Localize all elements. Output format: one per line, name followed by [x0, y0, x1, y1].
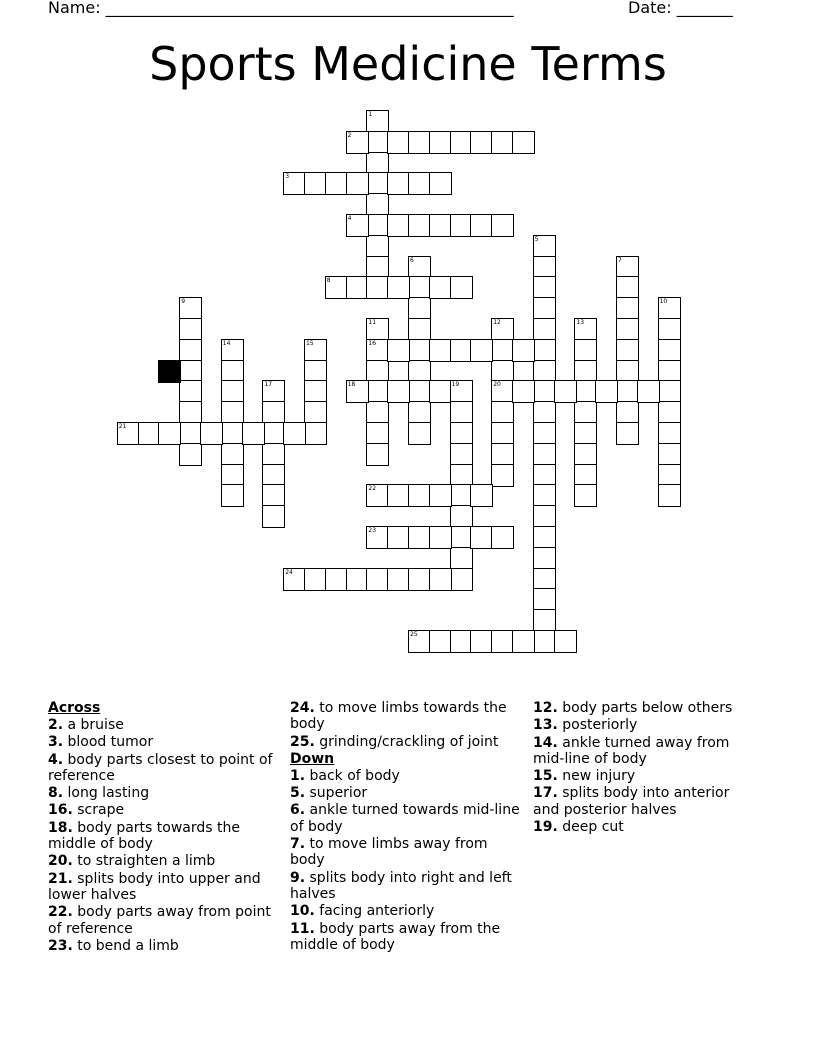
- clue-text: new injury: [557, 768, 636, 785]
- grid-cell[interactable]: [533, 256, 556, 279]
- grid-cell[interactable]: [658, 360, 681, 383]
- clue-number: 8.: [48, 785, 64, 802]
- grid-cell[interactable]: [533, 339, 556, 362]
- grid-cell[interactable]: [574, 422, 597, 445]
- grid-cell[interactable]: [262, 443, 285, 466]
- down-heading: Down: [290, 750, 335, 767]
- grid-cell[interactable]: [179, 297, 202, 320]
- grid-cell[interactable]: [450, 276, 473, 299]
- grid-cell[interactable]: [429, 276, 452, 299]
- clue-text: body parts below others: [557, 700, 733, 716]
- grid-cell[interactable]: [574, 443, 597, 466]
- grid-cell[interactable]: [387, 380, 410, 403]
- clue-item: [48, 820, 283, 853]
- grid-cell[interactable]: [346, 131, 369, 154]
- cell-number: 20: [493, 381, 501, 389]
- cell-number: 13: [576, 319, 585, 326]
- grid-cell[interactable]: [658, 401, 681, 424]
- grid-cell[interactable]: [304, 380, 327, 403]
- grid-cell[interactable]: [262, 464, 285, 487]
- clue-text: posteriorly: [557, 717, 638, 734]
- clue-item: [533, 785, 753, 818]
- clue-number: 12.: [533, 700, 558, 716]
- clue-item: [290, 785, 522, 801]
- black-square: [158, 360, 181, 383]
- grid-cell[interactable]: [512, 339, 535, 362]
- clue-number: 24.: [290, 700, 315, 716]
- grid-cell[interactable]: [408, 131, 431, 154]
- grid-cell[interactable]: [616, 276, 639, 299]
- grid-cell[interactable]: [283, 172, 306, 195]
- grid-cell[interactable]: [408, 297, 431, 320]
- grid-cell[interactable]: [470, 131, 493, 154]
- grid-cell[interactable]: [262, 484, 285, 507]
- clue-item: [48, 717, 283, 733]
- across-heading: Across: [48, 700, 101, 716]
- grid-cell[interactable]: [658, 484, 681, 507]
- grid-cell[interactable]: [429, 568, 452, 591]
- grid-cell[interactable]: [200, 422, 223, 445]
- grid-cell[interactable]: [387, 484, 410, 507]
- grid-cell[interactable]: [366, 318, 389, 341]
- grid-cell[interactable]: [533, 422, 556, 445]
- cell-number: 25: [410, 631, 418, 638]
- clue-text: ankle turned away from mid-line of body: [533, 734, 730, 767]
- grid-cell[interactable]: [366, 484, 389, 507]
- cell-number: 23: [368, 527, 377, 534]
- grid-cell[interactable]: [387, 214, 410, 237]
- grid-cell[interactable]: [616, 256, 639, 279]
- clue-text: splits body into upper and lower halves: [48, 870, 261, 903]
- clue-text: long lasting: [63, 785, 150, 802]
- grid-cell[interactable]: [346, 172, 369, 195]
- grid-cell[interactable]: [408, 630, 431, 653]
- clue-number: 22.: [48, 904, 73, 921]
- clue-number: 17.: [533, 785, 558, 802]
- clue-text: deep cut: [557, 819, 624, 836]
- grid-cell[interactable]: [616, 422, 639, 445]
- grid-cell[interactable]: [304, 422, 327, 445]
- grid-cell[interactable]: [366, 172, 389, 195]
- grid-cell[interactable]: [138, 422, 161, 445]
- grid-cell[interactable]: [179, 422, 202, 445]
- clue-item: [48, 752, 283, 785]
- grid-cell[interactable]: [595, 380, 618, 403]
- clue-number: 1.: [290, 767, 306, 784]
- clue-text: blood tumor: [63, 734, 154, 751]
- grid-cell[interactable]: [366, 380, 389, 403]
- grid-cell[interactable]: [304, 568, 327, 591]
- grid-cell[interactable]: [658, 297, 681, 320]
- grid-cell[interactable]: [658, 318, 681, 341]
- grid-cell[interactable]: [429, 214, 452, 237]
- clue-item: [290, 768, 522, 784]
- clues-column-2: [290, 700, 522, 954]
- grid-cell[interactable]: [491, 339, 514, 362]
- grid-cell[interactable]: [658, 380, 681, 403]
- grid-cell[interactable]: [491, 422, 514, 445]
- grid-cell[interactable]: [179, 401, 202, 424]
- grid-cell[interactable]: [470, 214, 493, 237]
- grid-cell[interactable]: [533, 588, 556, 611]
- grid-cell[interactable]: [450, 380, 473, 403]
- grid-cell[interactable]: [533, 568, 556, 591]
- grid-cell[interactable]: [366, 193, 389, 216]
- grid-cell[interactable]: [366, 401, 389, 424]
- clue-item: [290, 870, 522, 903]
- cell-number: 12: [493, 319, 501, 326]
- grid-cell[interactable]: [221, 464, 244, 487]
- grid-cell[interactable]: [304, 360, 327, 383]
- clue-number: 6.: [290, 802, 306, 819]
- grid-cell[interactable]: [179, 380, 202, 403]
- grid-cell[interactable]: [512, 380, 535, 403]
- cell-number: 10: [659, 298, 668, 306]
- page-title: Sports Medicine Terms: [149, 37, 667, 91]
- grid-cell[interactable]: [262, 505, 285, 528]
- cell-number: 9: [181, 298, 186, 306]
- clue-text: grinding/crackling of joint: [314, 733, 499, 750]
- cell-number: 21: [118, 423, 127, 430]
- grid-cell[interactable]: [429, 526, 452, 549]
- grid-cell[interactable]: [491, 526, 514, 549]
- grid-cell[interactable]: [304, 401, 327, 424]
- clue-text: back of body: [305, 767, 400, 784]
- grid-cell[interactable]: [574, 380, 597, 403]
- clue-item: [533, 700, 753, 716]
- clue-item: [290, 802, 522, 835]
- grid-cell[interactable]: [574, 401, 597, 424]
- clue-text: body parts away from the middle of body: [290, 920, 501, 953]
- grid-cell[interactable]: [366, 443, 389, 466]
- grid-cell[interactable]: [387, 172, 410, 195]
- grid-cell[interactable]: [158, 422, 181, 445]
- grid-cell[interactable]: [533, 464, 556, 487]
- grid-cell[interactable]: [366, 152, 389, 175]
- grid-cell[interactable]: [408, 214, 431, 237]
- grid-cell[interactable]: [179, 318, 202, 341]
- clue-number: 23.: [48, 937, 73, 954]
- grid-cell[interactable]: [387, 276, 410, 299]
- grid-cell[interactable]: [387, 526, 410, 549]
- grid-cell[interactable]: [429, 339, 452, 362]
- grid-cell[interactable]: [221, 380, 244, 403]
- grid-cell[interactable]: [304, 339, 327, 362]
- grid-cell[interactable]: [221, 339, 244, 362]
- grid-cell[interactable]: [346, 214, 369, 237]
- grid-cell[interactable]: [262, 422, 285, 445]
- grid-cell[interactable]: [366, 256, 389, 279]
- grid-cell[interactable]: [242, 422, 265, 445]
- grid-cell[interactable]: [366, 276, 389, 299]
- grid-cell[interactable]: [117, 422, 140, 445]
- clue-number: 16.: [48, 802, 73, 819]
- grid-cell[interactable]: [616, 297, 639, 320]
- clue-text: to move limbs towards the body: [290, 700, 507, 733]
- grid-cell[interactable]: [346, 276, 369, 299]
- clue-item: [533, 819, 753, 835]
- clue-text: ankle turned towards mid-line of body: [290, 802, 520, 835]
- grid-cell[interactable]: [491, 318, 514, 341]
- grid-cell[interactable]: [408, 339, 431, 362]
- cell-number: 18: [347, 381, 356, 389]
- clue-number: 2.: [48, 717, 64, 733]
- grid-cell[interactable]: [325, 568, 348, 591]
- grid-cell[interactable]: [408, 484, 431, 507]
- cell-number: 2: [347, 131, 352, 139]
- clue-text: a bruise: [63, 717, 124, 733]
- cell-number: 11: [368, 319, 377, 326]
- grid-cell[interactable]: [658, 443, 681, 466]
- grid-cell[interactable]: [470, 484, 493, 507]
- grid-cell[interactable]: [491, 131, 514, 154]
- grid-cell[interactable]: [221, 443, 244, 466]
- grid-cell[interactable]: [366, 131, 389, 154]
- clues-column-3: [533, 700, 753, 836]
- grid-cell[interactable]: [450, 526, 473, 549]
- grid-cell[interactable]: [408, 318, 431, 341]
- grid-cell[interactable]: [179, 339, 202, 362]
- grid-cell[interactable]: [450, 131, 473, 154]
- grid-cell[interactable]: [429, 131, 452, 154]
- clue-item: [533, 717, 753, 733]
- grid-cell[interactable]: [325, 276, 348, 299]
- clue-number: 19.: [533, 819, 558, 836]
- grid-cell[interactable]: [283, 568, 306, 591]
- grid-cell[interactable]: [658, 339, 681, 362]
- grid-cell[interactable]: [450, 547, 473, 570]
- grid-cell[interactable]: [325, 172, 348, 195]
- grid-cell[interactable]: [408, 401, 431, 424]
- cell-number: 6: [410, 256, 414, 264]
- clue-text: to straighten a limb: [72, 853, 216, 870]
- grid-cell[interactable]: [533, 505, 556, 528]
- grid-cell[interactable]: [450, 401, 473, 424]
- clue-text: to move limbs away from body: [290, 836, 488, 869]
- grid-cell[interactable]: [346, 568, 369, 591]
- grid-cell[interactable]: [450, 630, 473, 653]
- clue-text: body parts away from point of reference: [48, 904, 271, 937]
- cell-number: 15: [306, 339, 314, 347]
- clue-item: [290, 836, 522, 869]
- clue-item: [290, 903, 522, 919]
- grid-cell[interactable]: [533, 297, 556, 320]
- grid-cell[interactable]: [366, 339, 389, 362]
- grid-cell[interactable]: [470, 630, 493, 653]
- grid-cell[interactable]: [387, 339, 410, 362]
- clue-item: [48, 938, 283, 954]
- clue-item: [290, 734, 522, 750]
- grid-cell[interactable]: [616, 401, 639, 424]
- grid-cell[interactable]: [658, 464, 681, 487]
- grid-cell[interactable]: [533, 360, 556, 383]
- grid-cell[interactable]: [450, 214, 473, 237]
- clue-item: [48, 785, 283, 801]
- grid-cell[interactable]: [387, 131, 410, 154]
- clue-item: [48, 734, 283, 750]
- clue-number: 21.: [48, 870, 73, 887]
- clue-number: 10.: [290, 903, 315, 920]
- clue-number: 9.: [290, 869, 306, 886]
- grid-cell[interactable]: [554, 630, 577, 653]
- cell-number: 17: [264, 381, 273, 389]
- grid-cell[interactable]: [491, 214, 514, 237]
- cell-number: 4: [347, 215, 352, 222]
- grid-cell[interactable]: [450, 422, 473, 445]
- grid-cell[interactable]: [408, 422, 431, 445]
- grid-cell[interactable]: [637, 380, 660, 403]
- grid-cell[interactable]: [533, 380, 556, 403]
- grid-cell[interactable]: [429, 380, 452, 403]
- cell-number: 19: [451, 381, 460, 389]
- grid-cell[interactable]: [554, 380, 577, 403]
- grid-cell[interactable]: [366, 526, 389, 549]
- clue-text: scrape: [72, 802, 125, 819]
- clue-item: [48, 871, 283, 904]
- grid-cell[interactable]: [512, 131, 535, 154]
- grid-cell[interactable]: [346, 380, 369, 403]
- grid-cell[interactable]: [470, 526, 493, 549]
- grid-cell[interactable]: [574, 464, 597, 487]
- grid-cell[interactable]: [450, 443, 473, 466]
- grid-cell[interactable]: [408, 276, 431, 299]
- grid-cell[interactable]: [408, 380, 431, 403]
- grid-cell[interactable]: [366, 110, 389, 133]
- grid-cell[interactable]: [574, 484, 597, 507]
- clue-number: 3.: [48, 734, 64, 751]
- grid-cell[interactable]: [533, 484, 556, 507]
- date-field-label: Date: _______: [628, 0, 733, 17]
- grid-cell[interactable]: [533, 276, 556, 299]
- clue-item: [290, 921, 522, 954]
- clue-item: [533, 735, 753, 768]
- grid-cell[interactable]: [512, 630, 535, 653]
- grid-cell[interactable]: [408, 568, 431, 591]
- clue-number: 13.: [533, 717, 558, 734]
- grid-cell[interactable]: [470, 339, 493, 362]
- grid-cell[interactable]: [533, 235, 556, 258]
- grid-cell[interactable]: [491, 401, 514, 424]
- name-field-label: Name: ___________________________________________________: [48, 0, 514, 17]
- grid-cell[interactable]: [450, 339, 473, 362]
- grid-cell[interactable]: [408, 526, 431, 549]
- clue-number: 25.: [290, 733, 315, 750]
- clue-number: 7.: [290, 836, 306, 853]
- clue-number: 11.: [290, 920, 315, 937]
- grid-cell[interactable]: [574, 339, 597, 362]
- grid-cell[interactable]: [408, 360, 431, 383]
- grid-cell[interactable]: [616, 380, 639, 403]
- clue-number: 4.: [48, 751, 64, 768]
- grid-cell[interactable]: [429, 484, 452, 507]
- grid-cell[interactable]: [429, 630, 452, 653]
- grid-cell[interactable]: [366, 568, 389, 591]
- grid-cell[interactable]: [533, 609, 556, 632]
- clue-text: to bend a limb: [72, 937, 179, 954]
- cell-number: 22: [368, 485, 377, 493]
- clue-text: splits body into anterior and posterior halves: [533, 785, 730, 818]
- clue-item: [290, 700, 522, 733]
- grid-cell[interactable]: [450, 568, 473, 591]
- clue-text: body parts towards the middle of body: [48, 819, 240, 853]
- cell-number: 1: [368, 111, 373, 118]
- clue-text: body parts closest to point of reference: [48, 751, 273, 784]
- grid-cell[interactable]: [616, 360, 639, 383]
- grid-cell[interactable]: [262, 380, 285, 403]
- cell-number: 16: [368, 339, 377, 347]
- clue-item: [48, 904, 283, 937]
- cell-number: 3: [285, 173, 290, 181]
- grid-cell[interactable]: [304, 172, 327, 195]
- grid-cell[interactable]: [491, 380, 514, 403]
- clue-text: splits body into right and left halves: [290, 869, 512, 902]
- grid-cell[interactable]: [533, 401, 556, 424]
- clue-number: 14.: [533, 734, 558, 751]
- clue-item: [48, 853, 283, 869]
- grid-cell[interactable]: [179, 360, 202, 383]
- grid-cell[interactable]: [429, 172, 452, 195]
- grid-cell[interactable]: [658, 422, 681, 445]
- grid-cell[interactable]: [262, 401, 285, 424]
- clue-item: [48, 802, 283, 818]
- cell-number: 14: [222, 339, 231, 347]
- grid-cell[interactable]: [450, 484, 473, 507]
- grid-cell[interactable]: [450, 505, 473, 528]
- clue-number: 20.: [48, 853, 73, 870]
- grid-cell[interactable]: [179, 443, 202, 466]
- clue-number: 5.: [290, 785, 306, 802]
- grid-cell[interactable]: [366, 214, 389, 237]
- grid-cell[interactable]: [366, 422, 389, 445]
- grid-cell[interactable]: [616, 339, 639, 362]
- cell-number: 5: [534, 235, 539, 243]
- grid-cell[interactable]: [574, 318, 597, 341]
- grid-cell[interactable]: [491, 360, 514, 383]
- grid-cell[interactable]: [533, 318, 556, 341]
- grid-cell[interactable]: [366, 360, 389, 383]
- cell-number: 24: [285, 568, 293, 576]
- grid-cell[interactable]: [491, 630, 514, 653]
- grid-cell[interactable]: [366, 235, 389, 258]
- grid-cell[interactable]: [533, 547, 556, 570]
- grid-cell[interactable]: [533, 630, 556, 653]
- clue-number: 15.: [533, 768, 558, 785]
- grid-cell[interactable]: [533, 443, 556, 466]
- grid-cell[interactable]: [221, 422, 244, 445]
- cell-number: 8: [326, 277, 331, 285]
- grid-cell[interactable]: [533, 526, 556, 549]
- grid-cell[interactable]: [387, 568, 410, 591]
- cell-number: 7: [618, 256, 622, 264]
- grid-cell[interactable]: [574, 360, 597, 383]
- grid-cell[interactable]: [408, 256, 431, 279]
- clue-item: [533, 768, 753, 784]
- clue-text: facing anteriorly: [314, 903, 435, 920]
- clues-column-1: [48, 700, 283, 955]
- clue-number: 18.: [48, 819, 73, 836]
- grid-cell[interactable]: [221, 401, 244, 424]
- grid-cell[interactable]: [616, 318, 639, 341]
- clue-text: superior: [305, 785, 368, 802]
- grid-cell[interactable]: [491, 443, 514, 466]
- grid-cell[interactable]: [450, 464, 473, 487]
- grid-cell[interactable]: [221, 360, 244, 383]
- grid-cell[interactable]: [221, 484, 244, 507]
- grid-cell[interactable]: [408, 172, 431, 195]
- grid-cell[interactable]: [283, 422, 306, 445]
- grid-cell[interactable]: [491, 464, 514, 487]
